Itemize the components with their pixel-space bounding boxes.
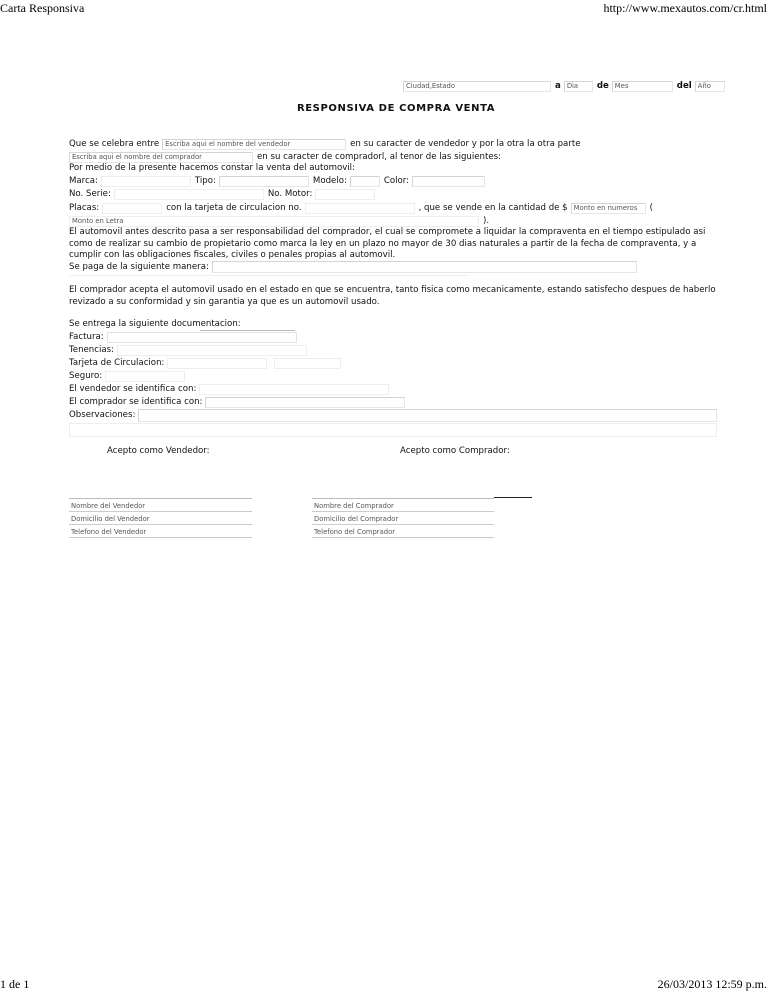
observaciones-extra-input[interactable] xyxy=(69,423,717,437)
buyer-accept-label: Acepto como Comprador: xyxy=(400,446,510,456)
print-header-url: http://www.mexautos.com/cr.html xyxy=(603,1,767,15)
payment-input[interactable] xyxy=(212,261,637,273)
placas-input[interactable] xyxy=(102,203,162,214)
label-de: de xyxy=(596,80,609,91)
color-input[interactable] xyxy=(412,176,485,187)
seller-phone-field[interactable]: Telefono del Vendedor xyxy=(69,526,252,538)
seller-name-field[interactable]: Nombre del Vendedor xyxy=(69,500,252,512)
buyer-address-field[interactable]: Domicilio del Comprador xyxy=(312,513,494,525)
tipo-input[interactable] xyxy=(219,176,309,187)
buyer-id-label: El comprador se identifica con: xyxy=(69,396,203,407)
factura-label: Factura: xyxy=(69,331,104,342)
modelo-label: Modelo: xyxy=(312,175,347,186)
seller-id-label: El vendedor se identifica con: xyxy=(69,383,197,394)
serie-label: No. Serie: xyxy=(69,188,111,199)
marca-label: Marca: xyxy=(69,175,98,186)
motor-input[interactable] xyxy=(315,189,375,200)
city-state-input[interactable]: Ciudad,Estado xyxy=(403,81,551,92)
buyer-signature-mark xyxy=(494,497,532,498)
print-footer-page: 1 de 1 xyxy=(0,977,30,991)
modelo-input[interactable] xyxy=(350,176,380,187)
payment-label: Se paga de la siguiente manera: xyxy=(69,261,209,272)
serie-input[interactable] xyxy=(114,189,264,200)
placas-label: Placas: xyxy=(69,202,100,213)
tarjeta-circulacion-extra-input[interactable] xyxy=(274,358,341,369)
vehicle-intro: Por medio de la presente hacemos constar la venta del automovil: xyxy=(69,163,355,173)
day-input[interactable]: Dia xyxy=(564,81,593,92)
seller-signature-line xyxy=(69,498,252,499)
buyer-role-text: en su caracter de compradorl, al tenor de las siguientes: xyxy=(257,151,502,162)
acceptance-paragraph: El comprador acepta el automovil usado en el estado en que se encuentra, tanto fisica como mecanicamente, estando satisfecho despues de haberlo revizado a su conformidad y sin garantia ya que es un automovil usado. xyxy=(69,285,716,307)
year-input[interactable]: Año xyxy=(695,81,725,92)
seller-address-field[interactable]: Domicilio del Vendedor xyxy=(69,513,252,525)
buyer-phone-field[interactable]: Telefono del Comprador xyxy=(312,526,494,538)
divider xyxy=(69,275,469,276)
buyer-name-input[interactable]: Escriba aqui el nombre del comprador xyxy=(69,152,253,163)
tarjeta-label: con la tarjeta de circulacion no. xyxy=(166,202,302,213)
tipo-label: Tipo: xyxy=(194,175,216,186)
seguro-input[interactable] xyxy=(105,371,185,382)
observaciones-label: Observaciones: xyxy=(69,409,136,420)
tarjeta-circulacion-label: Tarjeta de Circulacion: xyxy=(69,357,165,368)
motor-label: No. Motor: xyxy=(267,188,313,199)
marca-input[interactable] xyxy=(101,176,191,187)
close-paren: ). xyxy=(483,215,490,226)
print-footer-datetime: 26/03/2013 12:59 p.m. xyxy=(657,977,767,991)
intro-label: Que se celebra entre xyxy=(69,138,160,149)
buyer-id-input[interactable] xyxy=(205,397,405,408)
observaciones-input[interactable] xyxy=(138,409,717,422)
responsibility-paragraph: El automovil antes descrito pasa a ser responsabilidad del comprador, el cual se compromete a liquidar la compraventa en el tiempo estipulado asi como de realizar su cambio de propietario como marca la ley en un plazo no mayor de 30 dias naturales a partir de la fecha de compraventa, y a cumplir con las obligaciones fiscales, civiles o penales propias al automovil. xyxy=(69,227,706,260)
tenencias-label: Tenencias: xyxy=(69,344,115,355)
print-header-title: Carta Responsiva xyxy=(0,1,85,15)
cantidad-label: , que se vende en la cantidad de $ xyxy=(418,202,568,213)
seguro-label: Seguro: xyxy=(69,370,103,381)
seller-id-input[interactable] xyxy=(199,384,389,395)
label-a: a xyxy=(555,80,561,91)
tarjeta-number-input[interactable] xyxy=(305,203,415,214)
tarjeta-circulacion-input[interactable] xyxy=(167,358,267,369)
color-label: Color: xyxy=(383,175,410,186)
tenencias-input[interactable] xyxy=(117,345,307,356)
month-input[interactable]: Mes xyxy=(612,81,673,92)
open-paren: ( xyxy=(649,202,653,213)
buyer-signature-line xyxy=(312,498,494,499)
seller-accept-label: Acepto como Vendedor: xyxy=(107,446,210,456)
label-del: del xyxy=(676,80,692,91)
factura-input[interactable] xyxy=(107,332,297,343)
buyer-name-field[interactable]: Nombre del Comprador xyxy=(312,500,494,512)
page-title: RESPONSIVA DE COMPRA VENTA xyxy=(296,103,496,114)
seller-role-text: en su caracter de vendedor y por la otra la otra parte xyxy=(350,138,581,149)
seller-name-input[interactable]: Escriba aqui el nombre del vendedor xyxy=(162,139,346,150)
docs-intro: Se entrega la siguiente documentacion: xyxy=(69,319,241,329)
amount-number-input[interactable]: Monto en numeros xyxy=(571,203,646,214)
amount-letter-input[interactable]: Monto en Letra xyxy=(69,216,479,227)
